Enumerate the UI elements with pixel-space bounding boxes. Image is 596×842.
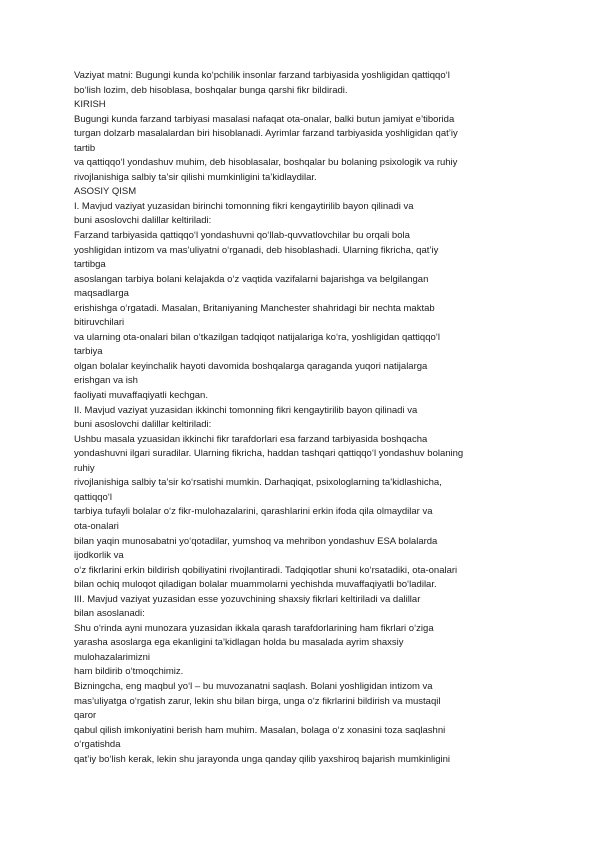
- text-line: bilan yaqin munosabatni yo‘qotadilar, yumshoq va mehribon yondashuv ESA bolalarda: [74, 535, 438, 547]
- document-body: [74, 69, 526, 767]
- text-line: ijodkorlik va: [74, 550, 124, 562]
- text-line: yondashuvni ilgari suradilar. Ularning fikricha, haddan tashqari qattiqqo‘l yondashuv bolaning: [74, 448, 464, 460]
- section-heading-asosiy-qism: ASOSIY QISM: [74, 186, 137, 198]
- text-line: Bizningcha, eng maqbul yo‘l – bu muvozanatni saqlash. Bolani yoshligidan intizom va: [74, 680, 433, 692]
- text-line: mulohazalarimizni: [74, 651, 151, 663]
- text-line: rivojlanishiga salbiy ta’sir qilishi mumkinligini ta’kidlaydilar.: [74, 171, 317, 183]
- text-line: tarbiya: [74, 346, 103, 358]
- text-line: erishgan va ish: [74, 375, 138, 387]
- text-line: tarbiya tufayli bolalar o‘z fikr-mulohazalarini, qarashlarini erkin ifoda qila olmaydilar va: [74, 506, 433, 518]
- section-heading-kirish: KIRISH: [74, 99, 106, 111]
- subsection-heading: III. Mavjud vaziyat yuzasidan esse yozuvchining shaxsiy fikrlari keltiriladi va dalillar: [74, 593, 421, 605]
- text-line: erishishga o‘rgatadi. Masalan, Britaniyaning Manchester shahridagi bir nechta maktab: [74, 302, 435, 314]
- text-line: olgan bolalar keyinchalik hayoti davomida boshqalarga qaraganda yuqori natijalarga: [74, 360, 428, 372]
- subsection-heading: bilan asoslanadi:: [74, 608, 145, 620]
- text-line: yarasha asoslarga ega ekanligini ta’kidlagan holda bu masalada ayrim shaxsiy: [74, 637, 404, 649]
- text-line: ota-onalari: [74, 520, 119, 532]
- subsection-heading: I. Mavjud vaziyat yuzasidan birinchi tomonning fikri kengaytirilib bayon qilinadi va: [74, 200, 414, 212]
- text-line: ham bildirib o‘tmoqchimiz.: [74, 666, 184, 678]
- text-line: Farzand tarbiyasida qattiqqo‘l yondashuvni qo‘llab-quvvatlovchilar bu orqali bola: [74, 230, 410, 242]
- text-line: o‘z fikrlarini erkin bildirish qobiliyatini rivojlantiradi. Tadqiqotlar shuni ko‘rsatadiki, ota-onalari: [74, 564, 458, 576]
- text-line: maqsadlarga: [74, 288, 129, 300]
- text-line: qattiqqo‘l: [74, 491, 113, 503]
- text-line: tartibga: [74, 259, 106, 271]
- subsection-heading: buni asoslovchi dalillar keltiriladi:: [74, 419, 212, 431]
- text-line: Shu o‘rinda ayni munozara yuzasidan ikkala qarash tarafdorlarining ham fikrlari o‘ziga: [74, 622, 434, 634]
- text-line: bilan ochiq muloqot qiladigan bolalar muammolarni yechishda muvaffaqiyatli bo‘ladilar.: [74, 579, 437, 591]
- text-line: turgan dolzarb masalalardan biri hisoblanadi. Ayrimlar farzand tarbiyasida yoshligidan qat’iy: [74, 128, 458, 140]
- text-line: qaror: [74, 710, 97, 722]
- text-line: bitiruvchilari: [74, 317, 125, 329]
- text-line: yoshligidan intizom va mas’uliyatni o‘rganadi, deb hisoblashadi. Ularning fikricha, qat’iy: [74, 244, 439, 256]
- text-line: faoliyati muvaffaqiyatli kechgan.: [74, 390, 208, 402]
- text-line: Bugungi kunda farzand tarbiyasi masalasi nafaqat ota-onalar, balki butun jamiyat e’tiborida: [74, 113, 455, 125]
- text-line: qabul qilish imkoniyatini berish ham muhim. Masalan, bolaga o‘z xonasini toza saqlashni: [74, 724, 446, 736]
- text-line: tartib: [74, 142, 96, 154]
- text-line: va qattiqqo‘l yondashuv muhim, deb hisoblasalar, boshqalar bu bolaning psixologik va ruhiy: [74, 157, 458, 169]
- subsection-heading: buni asoslovchi dalillar keltiriladi:: [74, 215, 212, 227]
- text-line: rivojlanishiga salbiy ta’sir ko‘rsatishi mumkin. Darhaqiqat, psixologlarning ta’kidlashicha,: [74, 477, 442, 489]
- text-line: qat’iy bo‘lish kerak, lekin shu jarayonda unga qanday qilib yaxshiroq bajarish mumkinligini: [74, 753, 450, 765]
- subsection-heading: II. Mavjud vaziyat yuzasidan ikkinchi tomonning fikri kengaytirilib bayon qilinadi va: [74, 404, 418, 416]
- text-line: bo‘lish lozim, deb hisoblasa, boshqalar bunga qarshi fikr bildiradi.: [74, 84, 348, 96]
- text-line: o‘rgatishda: [74, 739, 121, 751]
- text-line: asoslangan tarbiya bolani kelajakda o‘z vaqtida vazifalarni bajarishga va belgilangan: [74, 273, 429, 285]
- text-line: Ushbu masala yzuasidan ikkinchi fikr tarafdorlari esa farzand tarbiyasida boshqacha: [74, 433, 428, 445]
- text-line: va ularning ota-onalari bilan o‘tkazilgan tadqiqot natijalariga ko‘ra, yoshligidan qattiqqo‘l: [74, 331, 440, 343]
- text-line: mas’uliyatga o‘rgatish zarur, lekin shu bilan birga, unga o‘z fikrlarini bildirish va mustaqil: [74, 695, 441, 707]
- text-line: ruhiy: [74, 462, 95, 474]
- text-line: Vaziyat matni: Bugungi kunda ko‘pchilik insonlar farzand tarbiyasida yoshligidan qattiqqo‘l: [74, 70, 450, 81]
